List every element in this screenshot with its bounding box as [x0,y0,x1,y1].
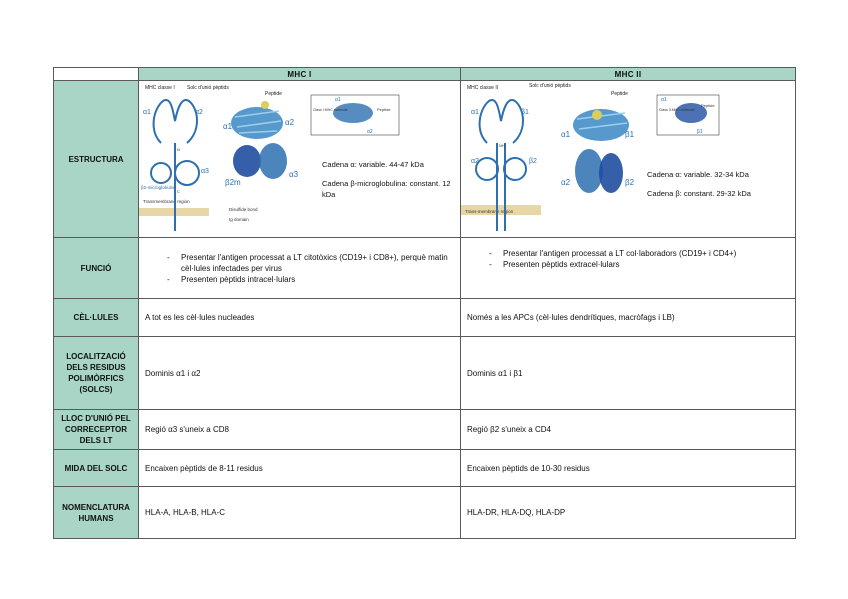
header-mhc1: MHC I [139,68,461,81]
mhc1-label-b2mb: β2m [225,178,241,187]
row-funcio [54,238,796,299]
mhc2-inset-text: Class II MHC molecule [659,108,695,112]
header-row [54,68,796,81]
mhc-comparison-table [53,67,796,539]
mhc1-fig-tm: Transmembrane region [143,199,190,204]
mhc2-label-a2b: α2 [561,178,571,187]
row-mida [54,450,796,487]
mhc1-inset-text: Class I MHC molecule [313,108,348,112]
header-mhc2: MHC II [461,68,796,81]
mhc1-inset-ribbon [333,103,373,123]
mhc2-label-a2: α2 [471,158,479,165]
mhc2-label-a1b: α1 [561,130,571,139]
cellules-mhc1-cell: A tot es les cèl·lules nucleades [139,299,461,337]
mhc2-label-b1: β1 [521,109,529,116]
funcio-mhc2-list [467,248,789,270]
nomenclatura-mhc2-cell: HLA-DR, HLA-DQ, HLA-DP [461,487,796,539]
mhc1-label-a1: α1 [143,109,151,116]
mida-mhc1-cell: Encaixen pèptids de 8-11 residus [139,450,461,487]
mhc2-fig-groove: Solc d'unió pèptids [529,83,571,89]
mhc1-schematic-a1a2 [154,100,197,143]
mhc1-fig-peptide: Peptide [265,91,282,97]
mhc1-label-a2: α2 [195,109,203,116]
mhc2-chain-beta: Cadena β: constant. 29-32 kDa [647,189,751,198]
mhc2-label-a1: α1 [471,109,479,116]
nomenclatura-mhc1-cell: HLA-A, HLA-B, HLA-C [139,487,461,539]
mhc1-label-a3: α3 [201,168,209,175]
row-label-funcio: FUNCIÓ [54,238,139,299]
mhc2-inset-peptide: Peptide [701,103,715,108]
list-item: - Presenten pèptids intracel·lulars [167,274,454,285]
mhc2-fig-title: MHC classe II [467,85,499,91]
estructura-mhc2-cell [461,81,796,238]
row-label-mida: MIDA DEL SOLC [54,450,139,487]
mhc1-label-a1b: α1 [223,122,233,131]
mhc1-label-a3b: α3 [289,170,299,179]
mhc1-label-a2b: α2 [285,118,295,127]
mhc1-fig-groove: Solc d'unió pèptids [187,85,229,91]
mhc2-label-nh: NH [499,143,505,148]
mhc2-ribbon-structure [573,109,629,193]
row-label-nomenclatura: NOMENCLATURA HUMANS [54,487,139,539]
localitzacio-mhc2-cell: Dominis α1 i β1 [461,337,796,410]
mhc2-schematic-b2 [504,158,526,180]
mhc1-schematic-b2m [151,163,171,183]
row-label-lloc: LLOC D'UNIÓ PEL CORRECEPTOR DELS LT [54,410,139,450]
mhc2-fig-peptide: Peptide [611,91,628,97]
mhc2-label-b2: β2 [529,158,537,165]
corner-cell [54,68,139,81]
funcio-mhc1-list [145,252,454,285]
mida-mhc2-cell: Encaixen pèptids de 10-30 residus [461,450,796,487]
list-item: - Presenten pèptids extracel·lulars [489,259,789,270]
list-item: - Presentar l'antigen processat a LT col·laboradors (CD19+ i CD4+) [489,248,789,259]
mhc1-inset-peptide: Peptide [377,107,391,112]
mhc1-label-disulfide: Disulfide bond [229,207,258,212]
mhc1-label-b2m: β2-microglobulin [141,185,175,190]
localitzacio-mhc1-cell: Dominis α1 i α2 [139,337,461,410]
row-label-localitzacio: LOCALITZACIÓ DELS RESIDUS POLIMÒRFICS (SOLCS) [54,337,139,410]
mhc1-chain-alpha: Cadena α: variable. 44-47 kDa [322,160,424,169]
lloc-mhc2-cell: Regió β2 s'uneix a CD4 [461,410,796,450]
funcio-mhc2-cell [461,238,796,299]
row-nomenclatura [54,487,796,539]
estructura-mhc1-cell [139,81,461,238]
mhc2-inset-a1: α1 [661,97,667,103]
mhc1-label-n: N [177,147,180,152]
mhc2-schematic-stem [497,143,505,231]
row-localitzacio [54,337,796,410]
lloc-mhc1-cell: Regió α3 s'uneix a CD8 [139,410,461,450]
row-estructura [54,81,796,238]
mhc1-inset-a2: α2 [367,129,373,135]
mhc2-schematic-a1b1 [480,100,523,143]
row-label-cellules: CÈL·LULES [54,299,139,337]
row-label-estructura: ESTRUCTURA [54,81,139,238]
mhc2-inset-b1: β1 [697,129,703,135]
mhc1-inset-a1: α1 [335,97,341,103]
mhc2-label-b2b: β2 [625,178,635,187]
mhc1-label-c: C [177,189,180,194]
row-lloc [54,410,796,450]
mhc2-fig-tm: Trans-membrane region [465,209,514,214]
mhc2-label-b1b: β1 [625,130,635,139]
mhc1-fig-title: MHC classe I [145,85,175,91]
funcio-mhc1-cell [139,238,461,299]
cellules-mhc2-cell: Només a les APCs (cèl·lules dendrítiques, macròfags i LB) [461,299,796,337]
mhc2-structure-figure [461,81,796,237]
row-cellules [54,299,796,337]
list-item: - Presentar l'antigen processat a LT citotòxics (CD19+ i CD8+), perquè matin cèl·lules infectades per virus [167,252,454,274]
mhc1-ribbon-structure [231,101,287,179]
mhc1-chain-beta: Cadena β-microglobulina: constant. 12 kDa [322,179,451,199]
mhc2-schematic-a2 [476,158,498,180]
mhc2-chain-alpha: Cadena α: variable. 32-34 kDa [647,170,749,179]
mhc1-schematic-a3 [175,161,199,185]
mhc1-label-ig: Ig domain [229,217,249,222]
